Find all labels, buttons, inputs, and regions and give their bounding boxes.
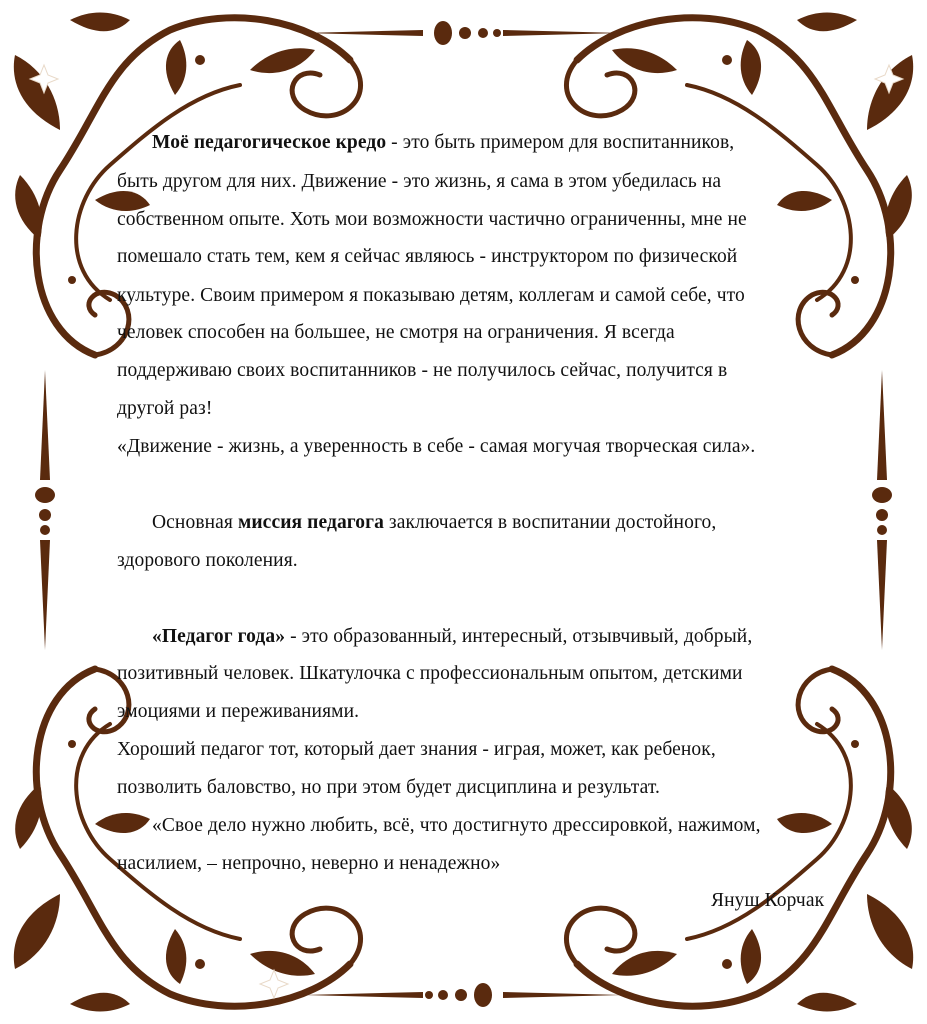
teacher-of-year-text: - это образованный, интересный, отзывчивый, добрый, [285, 626, 753, 647]
text-line: поддерживаю своих воспитанников - не получилось сейчас, получится в [117, 360, 728, 381]
text-line [152, 131, 734, 155]
text-line: культуре. Своим примером я показываю детям, коллегам и самой себе, что [117, 285, 745, 306]
mission-text: заключается в воспитании достойного, [383, 512, 717, 533]
credo-text: - это быть примером для воспитанников, [386, 132, 735, 153]
text-line: быть другом для них. Движение - это жизнь, я сама в этом убедилась на [117, 171, 722, 192]
teacher-of-year-heading: «Педагог года» [152, 626, 286, 647]
text-line [152, 625, 752, 649]
text-line: собственном опыте. Хоть мои возможности частично ограниченны, мне не [117, 209, 747, 230]
top-center-ornament [303, 21, 623, 45]
text-line: позитивный человек. Шкатулочка с профессиональным опытом, детскими [117, 663, 743, 684]
mission-text-pre: Основная [152, 512, 238, 533]
korczak-quote: «Свое дело нужно любить, всё, что достигнуто дрессировкой, нажимом, [152, 815, 761, 836]
text-line: человек способен на большее, не смотря на ограничения. Я всегда [117, 322, 675, 343]
credo-heading: Моё педагогическое кредо [152, 132, 387, 153]
text-line: другой раз! [117, 398, 213, 419]
text-line [152, 511, 716, 535]
corner-ornament-bottom-right [566, 669, 913, 1012]
text-line: позволить баловство, но при этом будет дисциплина и результат. [117, 777, 660, 798]
korczak-quote-cont: насилием, – непрочно, неверно и ненадежно» [117, 853, 501, 874]
text-line: эмоциями и переживаниями. [117, 701, 360, 722]
text-line: помешало стать тем, кем я сейчас являюсь - инструктором по физической [117, 246, 738, 267]
right-center-ornament [872, 370, 892, 650]
left-center-ornament [35, 370, 55, 650]
motto-quote: «Движение - жизнь, а уверенность в себе - самая могучая творческая сила». [117, 436, 756, 457]
text-line: Хороший педагог тот, который дает знания - играя, может, как ребенок, [117, 739, 716, 760]
text-line: здорового поколения. [117, 550, 298, 571]
quote-author: Януш Корчак [711, 890, 825, 911]
mission-heading: миссия педагога [237, 512, 384, 533]
bottom-center-ornament [303, 983, 623, 1007]
